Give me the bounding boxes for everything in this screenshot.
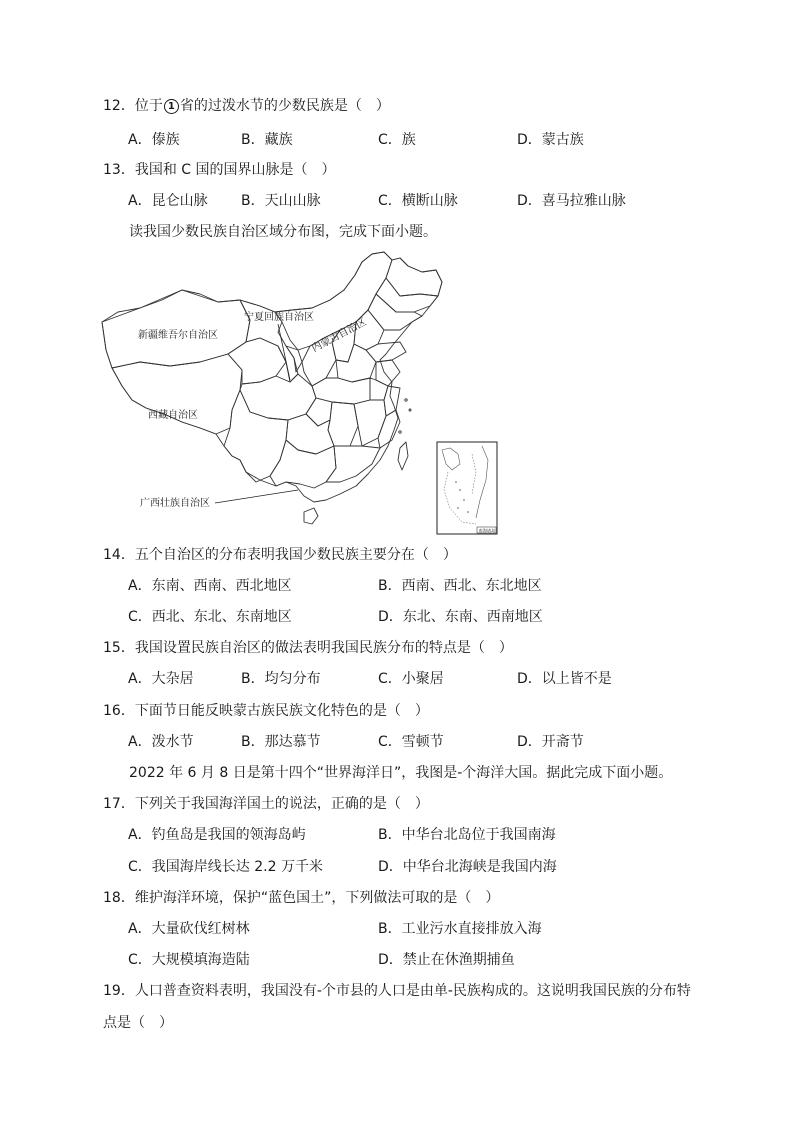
region-guangxi: [270, 440, 336, 488]
ocean-intro-text: 2022 年 6 月 8 日是第十四个“世界海洋日”，我图是-个海洋大国。据此完成下面小题。: [129, 765, 673, 781]
question-number: 16．: [103, 703, 135, 719]
question-17-stem: [103, 794, 429, 814]
question-text: 下面节日能反映蒙古族民族文化特色的是（ ）: [134, 703, 429, 719]
question-12-stem: [103, 96, 390, 116]
region-xinjiang: [102, 290, 250, 368]
question-text: 下列关于我国海洋国土的说法，正确的是（ ）: [134, 796, 429, 812]
option-c: C．大规模填海造陆: [128, 952, 250, 968]
label-guangxi: 广西壮族自治区: [140, 498, 210, 509]
question-text: 人口普查资料表明，我国没有-个市县的人口是由单-民族构成的。这说明我国民族的分布特: [134, 983, 691, 999]
question-13-stem: [103, 160, 336, 180]
question-number: 15．: [103, 640, 135, 656]
question-14-stem: [103, 545, 457, 565]
question-number: 12．: [103, 98, 135, 114]
option-a: A．傣族: [128, 132, 180, 148]
option-c: C．我国海岸线长达 2.2 万千米: [128, 859, 323, 875]
option-c: C．西北、东北、东南地区: [128, 609, 292, 625]
option-c: C．小聚居: [378, 671, 444, 687]
question-number: 17．: [103, 796, 135, 812]
circled-marker: 1: [164, 99, 179, 114]
question-text: 维护海洋环境，保护“蓝色国土”，下列做法可取的是（ ）: [134, 890, 500, 906]
option-d: D．开斋节: [517, 734, 584, 750]
option-d: D．喜马拉雅山脉: [517, 193, 626, 209]
option-d: D．东北、东南、西南地区: [378, 609, 543, 625]
autonomous-regions-map: [100, 250, 500, 537]
china-outline: [102, 252, 442, 502]
label-neimenggu: 内蒙古自治区: [310, 316, 369, 355]
question-number: 18．: [103, 890, 135, 906]
option-a: A．东南、西南、西北地区: [128, 578, 292, 594]
option-d: D．以上皆不是: [517, 671, 612, 687]
question-15-stem: [103, 638, 513, 658]
region-xizang: [112, 354, 242, 434]
question-text: 位于: [134, 98, 163, 114]
question-18-stem: [103, 888, 499, 908]
option-d: D．中华台北海峡是我国内海: [378, 859, 557, 875]
option-a: A．钓鱼岛是我国的领海岛屿: [128, 827, 306, 843]
option-a: A．大量砍伐红树林: [128, 921, 250, 937]
question-16-stem: [103, 701, 429, 721]
option-d: D．蒙古族: [517, 132, 584, 148]
label-xizang: 西藏自治区: [148, 410, 198, 421]
south-china-sea-inset: [437, 442, 497, 534]
question-number: 13．: [103, 162, 135, 178]
option-b: B．西南、西北、东北地区: [378, 578, 542, 594]
map-intro-text: 读我国少数民族自治区域分布图，完成下面小题。: [129, 224, 437, 240]
option-c: C．雪顿节: [378, 734, 444, 750]
option-c: C．族: [378, 132, 416, 148]
option-b: B．工业污水直接排放入海: [378, 921, 542, 937]
option-b: B．藏族: [241, 132, 293, 148]
question-text: 我国设置民族自治区的做法表明我国民族分布的特点是（ ）: [134, 640, 513, 656]
region-taiwan: [398, 442, 408, 470]
option-a: A．泼水节: [128, 734, 194, 750]
option-b: B．天山山脉: [241, 193, 321, 209]
question-19-stem: [103, 981, 691, 1001]
guangxi-leader-line: [215, 490, 298, 503]
label-ningxia: 宁夏回族自治区: [244, 312, 314, 323]
region-hainan: [304, 508, 318, 524]
label-xinjiang: 新疆维吾尔自治区: [138, 330, 218, 341]
question-19-stem-continued: 点是（ ）: [103, 1015, 173, 1031]
option-b: B．均匀分布: [241, 671, 321, 687]
option-b: B．中华台北岛位于我国南海: [378, 827, 556, 843]
option-a: A．昆仑山脉: [128, 193, 208, 209]
ningxia-leader-line: [278, 324, 290, 380]
question-text: 省的过泼水节的少数民族是（ ）: [179, 98, 390, 114]
label-inset: 南海诸岛: [478, 528, 496, 533]
option-a: A．大杂居: [128, 671, 194, 687]
question-text: 五个自治区的分布表明我国少数民族主要分在（ ）: [134, 547, 457, 563]
option-d: D．禁止在休渔期捕鱼: [378, 952, 515, 968]
question-number: 19．: [103, 983, 135, 999]
option-c: C．横断山脉: [378, 193, 458, 209]
question-text: 我国和 C 国的国界山脉是（ ）: [134, 162, 336, 178]
question-number: 14．: [103, 547, 135, 563]
option-b: B．那达慕节: [241, 734, 321, 750]
